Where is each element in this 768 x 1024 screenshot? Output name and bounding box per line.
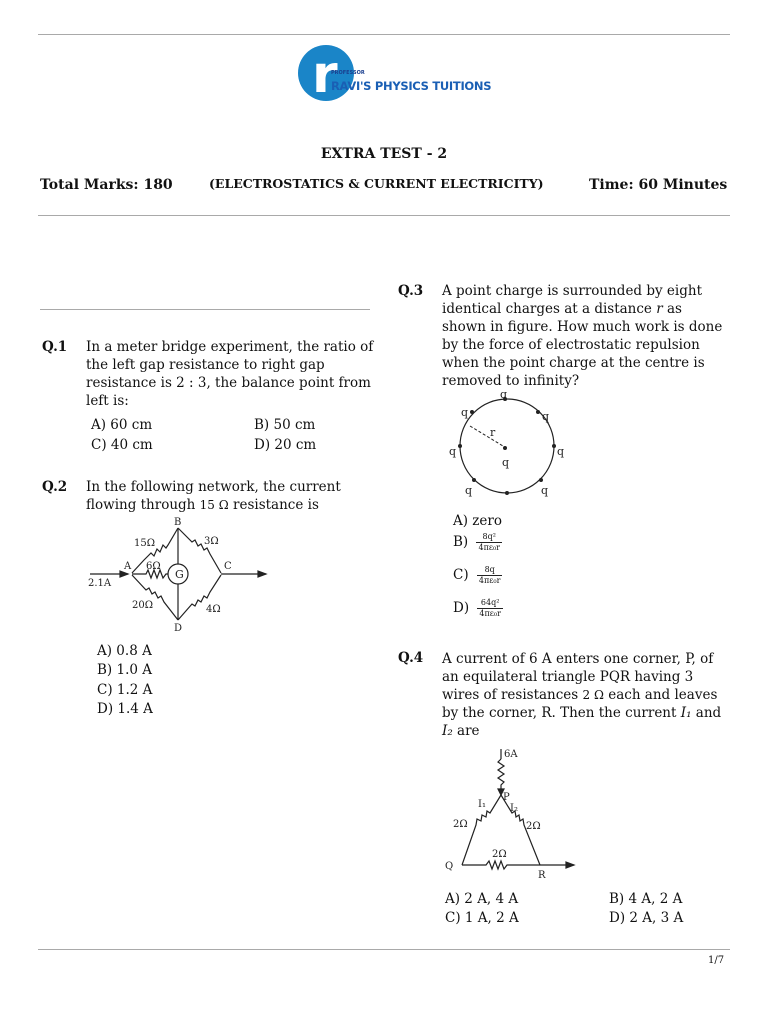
q2-number: Q.2	[42, 479, 68, 495]
q4-var-i1: I₁	[680, 705, 692, 721]
q2-fig-r20: 20Ω	[132, 600, 154, 611]
logo-letter: r	[312, 45, 338, 104]
q3-option-d-den: 4πε₀r	[479, 609, 501, 618]
q4-fig-i1: I₁	[478, 799, 486, 810]
q4-fig-vertex-r: R	[538, 870, 546, 880]
q3-option-d-label: D)	[453, 600, 470, 616]
q2-fig-node-b: B	[174, 517, 182, 528]
q3-option-a: A) zero	[453, 513, 502, 529]
q3-option-c-den: 4πε₀r	[478, 576, 501, 585]
q3-option-b-fraction	[476, 532, 502, 553]
q3-fig-q1: q	[500, 388, 508, 401]
q2-fig-r6: 6Ω	[146, 561, 161, 572]
q4-fig-r-bottom: 2Ω	[492, 849, 507, 860]
q4-number: Q.4	[398, 650, 424, 666]
q2-text-res: 15 Ω	[199, 498, 229, 512]
q3-fig-q7: q	[461, 406, 469, 419]
q3-option-d-num: 64q²	[477, 598, 503, 609]
section-rule	[40, 309, 370, 310]
logo-name: RAVI'S PHYSICS TUITIONS	[331, 79, 492, 93]
test-title: EXTRA TEST - 2	[320, 146, 448, 162]
q3-fig-r: r	[490, 426, 496, 439]
q3-fig-q-center: q	[502, 456, 510, 469]
q2-fig-r15: 15Ω	[134, 538, 156, 549]
q1-option-c: C) 40 cm	[91, 437, 153, 453]
q4-var-i2: I₂	[442, 723, 453, 739]
total-marks: Total Marks: 180	[40, 177, 173, 193]
q1-text: In a meter bridge experiment, the ratio of the left gap resistance to right gap resistance is 2 : 3, the balance point from left is:	[86, 339, 374, 409]
top-rule	[38, 34, 730, 35]
q3-option-c-fraction	[477, 565, 503, 586]
q3-text	[442, 282, 727, 390]
q4-triangle-diagram	[444, 745, 584, 880]
q1-option-d: D) 20 cm	[254, 437, 317, 453]
q2-fig-node-c: C	[224, 561, 232, 572]
q3-option-b-num: 8q²	[476, 532, 502, 543]
q3-fig-q4: q	[541, 484, 549, 497]
q3-option-c-num: 8q	[477, 565, 503, 576]
q2-option-b: B) 1.0 A	[97, 662, 152, 678]
q2-option-a: A) 0.8 A	[97, 643, 152, 659]
time-limit: Time: 60 Minutes	[589, 177, 728, 193]
q4-text	[442, 650, 730, 740]
q4-text-and: and	[695, 705, 722, 721]
q4-text-b: each and leaves by the corner, R. Then the current	[442, 687, 718, 721]
q4-fig-r-right: 2Ω	[526, 821, 541, 832]
q1-option-a: A) 60 cm	[91, 417, 153, 433]
q2-fig-current: 2.1A	[88, 578, 112, 589]
q3-number: Q.3	[398, 283, 424, 299]
q3-fig-q2: q	[542, 410, 550, 423]
q2-fig-node-d: D	[174, 623, 183, 634]
q3-text-b: as shown in figure. How much work is done by the force of electrostatic repulsion when the point charge at the centre is removed to infinity?	[442, 301, 723, 389]
q4-text-a: A current of 6 A enters one corner, P, of an equilateral triangle PQR having 3 wires of resistances	[442, 651, 714, 703]
q3-option-c	[453, 565, 502, 586]
footer-rule	[38, 949, 730, 950]
q2-fig-r3: 3Ω	[204, 536, 219, 547]
q3-fig-q3: q	[557, 445, 565, 458]
q2-fig-node-a: A	[124, 561, 132, 572]
q3-option-b-den: 4πε₀r	[478, 543, 501, 552]
q3-option-b-label: B)	[453, 534, 469, 550]
q3-text-var: r	[656, 301, 663, 317]
q1-number: Q.1	[42, 339, 68, 355]
q4-text-c: are	[457, 723, 480, 739]
logo-mark-icon	[298, 42, 470, 104]
q4-option-d: D) 2 A, 3 A	[609, 910, 684, 926]
q3-option-b	[453, 532, 502, 553]
q4-fig-r-left: 2Ω	[453, 819, 468, 830]
q3-charges-diagram	[445, 388, 575, 503]
q2-fig-r4: 4Ω	[206, 604, 221, 615]
q4-fig-vertex-q: Q	[445, 861, 454, 872]
q2-option-d: D) 1.4 A	[97, 701, 153, 717]
q1-option-b: B) 50 cm	[254, 417, 316, 433]
logo	[298, 42, 492, 104]
q4-option-a: A) 2 A, 4 A	[445, 891, 519, 907]
q2-fig-galvanometer: G	[175, 568, 184, 581]
q3-option-d-fraction	[477, 598, 503, 619]
q3-fig-q6: q	[449, 445, 457, 458]
q3-option-c-label: C)	[453, 567, 469, 583]
q4-option-b: B) 4 A, 2 A	[609, 891, 683, 907]
q2-text	[86, 478, 371, 514]
q3-fig-q5: q	[465, 484, 473, 497]
q2-text-b: resistance is	[233, 497, 319, 513]
header-rule	[38, 215, 730, 216]
q2-text-a: In the following network, the current flowing through	[86, 479, 341, 513]
q2-bridge-diagram	[86, 512, 271, 634]
subject-line: (ELECTROSTATICS & CURRENT ELECTRICITY)	[209, 176, 544, 191]
q4-fig-current: 6A	[504, 749, 518, 760]
page-number: 1/7	[708, 955, 725, 966]
q4-fig-i2: I₂	[510, 803, 518, 814]
q2-option-c: C) 1.2 A	[97, 682, 153, 698]
q4-text-res: 2 Ω	[582, 688, 604, 702]
logo-small-text: PROFESSOR	[331, 70, 365, 76]
q4-fig-vertex-p: P	[503, 792, 510, 803]
q3-option-d	[453, 598, 503, 619]
q4-option-c: C) 1 A, 2 A	[445, 910, 519, 926]
q3-text-a: A point charge is surrounded by eight identical charges at a distance	[442, 283, 702, 317]
